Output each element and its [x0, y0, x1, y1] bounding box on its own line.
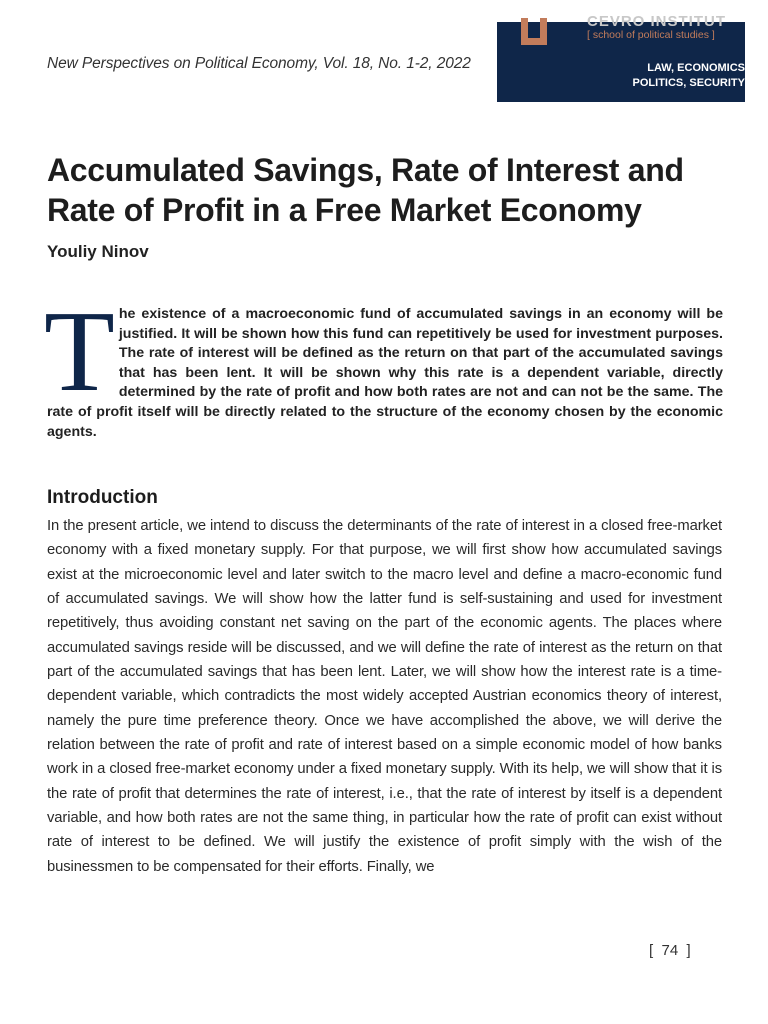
logo-subtitle: [ school of political studies ] [587, 29, 715, 41]
article-title: Accumulated Savings, Rate of Interest and Rate of Profit in a Free Market Economy [47, 152, 684, 228]
introduction-heading: Introduction [47, 487, 158, 508]
logo-name: CEVRO INSTITUT [587, 13, 727, 30]
logo-tagline-line1: LAW, ECONOMICS [647, 62, 745, 74]
abstract-dropcap: T [44, 288, 115, 416]
logo-mark-icon [521, 18, 547, 45]
introduction-body: In the present article, we intend to discuss the determinants of the rate of interest in a closed free-market economy with a fixed monetary supply. For that purpose, we will first show how accumulated savings exist at the microeconomic level and later switch to the macro level and define a macro-economic fund of accumulated savings. We will show how the latter fund is self-sustaining and used for investment repetitively, thus avoiding constant net saving on the part of the economic agents. The places where accumulated savings reside will be discussed, and we will define the rate of interest as the return on that part of the accumulated savings that has been lent. Later, we will show how the interest rate is a time-dependent variable, which contradicts the most widely accepted Austrian economics theory of interest, namely the pure time preference theory. Once we have accomplished the above, we will derive the relation between the rate of profit and rate of interest based on a simple economic model of how banks work in a closed free-market economy under a fixed monetary supply. With its help, we will show that it is the rate of profit that determines the rate of interest, i.e., that the rate of interest by itself is a dependent variable, and how both rates are not the same thing, in particular how the rate of profit can exist without rate of interest to be defined. We will justify the existence of profit simply with the wish of the businessmen to be compensated for their efforts. Finally, we [47, 518, 722, 875]
abstract [44, 288, 723, 442]
logo-tagline-line2: POLITICS, SECURITY [632, 77, 745, 89]
article-author: Youliy Ninov [47, 242, 149, 261]
abstract-text: he existence of a macroeconomic fund of accumulated savings in an economy will be justified. It will be shown how this fund can repetitively be used for investment purposes. The rate of interest will be defined as the return on that part of the accumulated savings that has been lent. It will be shown why this rate is a dependent variable, directly determined by the rate of profit and how both rates are not and can not be the same. The rate of profit itself will be directly related to the structure of the economy chosen by the economic agents. [47, 306, 723, 440]
publisher-logo [497, 13, 745, 102]
page-number: [ 74 ] [649, 942, 691, 959]
journal-reference: New Perspectives on Political Economy, Vol. 18, No. 1-2, 2022 [47, 55, 471, 72]
